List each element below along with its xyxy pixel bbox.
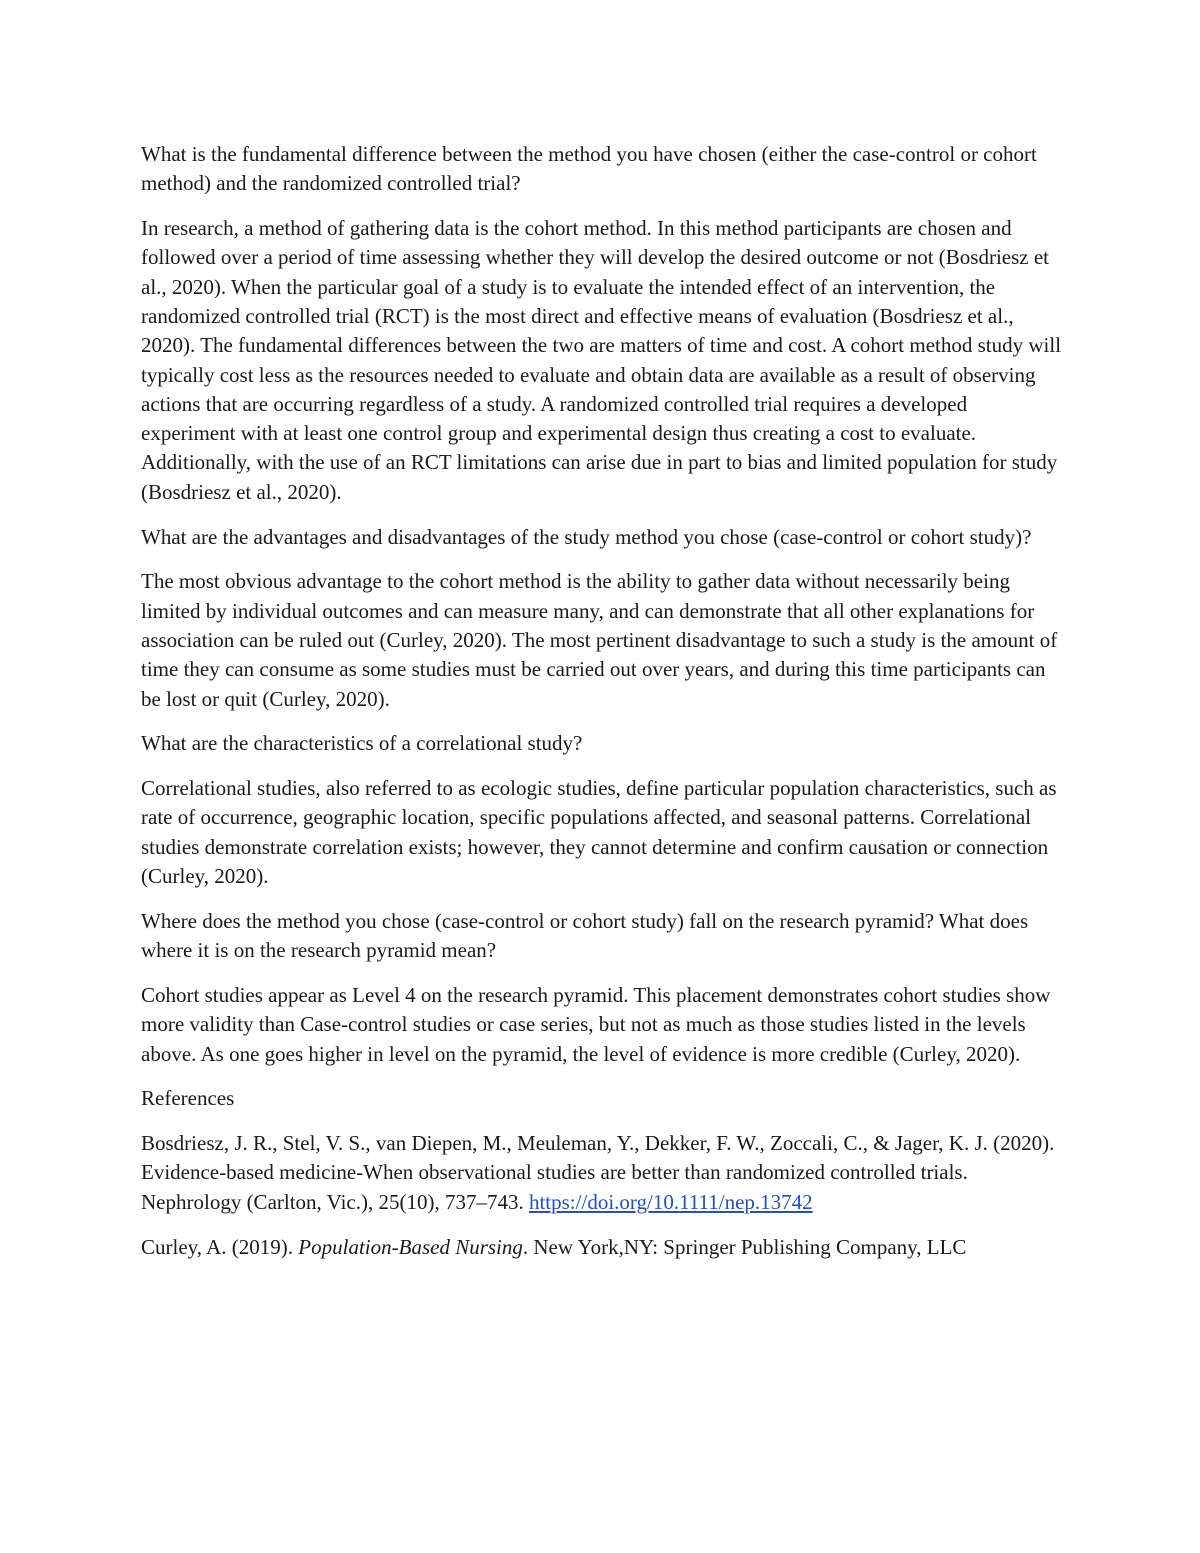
reference-curley <box>141 1233 1063 1262</box>
reference-curley-suffix: . New York,NY: Springer Publishing Company, LLC <box>522 1234 967 1259</box>
question-1: What is the fundamental difference between the method you have chosen (either the case-control or cohort method) and the randomized controlled trial? <box>141 142 1037 196</box>
reference-bosdriesz <box>141 1129 1063 1217</box>
references-heading: References <box>141 1086 235 1111</box>
answer-1: In research, a method of gathering data is the cohort method. In this method participants are chosen and followed over a period of time assessing whether they will develop the desired outcome or not (Bosdriesz et al., 2020). When the particular goal of a study is to evaluate the intended effect of an intervention, the randomized controlled trial (RCT) is the most direct and effective means of evaluation (Bosdriesz et al., 2020). The fundamental differences between the two are matters of time and cost. A cohort method study will typically cost less as the resources needed to evaluate and obtain data are available as a result of observing actions that are occurring regardless of a study. A randomized controlled trial requires a developed experiment with at least one control group and experimental design thus creating a cost to evaluate. Additionally, with the use of an RCT limitations can arise due in part to bias and limited population for study (Bosdriesz et al., 2020). <box>141 216 1062 504</box>
question-3: What are the characteristics of a correlational study? <box>141 731 583 756</box>
reference-curley-prefix: Curley, A. (2019). <box>141 1234 299 1259</box>
question-2: What are the advantages and disadvantages of the study method you chose (case-control or cohort study)? <box>141 524 1032 549</box>
doi-link[interactable]: https://doi.org/10.1111/nep.13742 <box>528 1189 813 1214</box>
answer-4: Cohort studies appear as Level 4 on the research pyramid. This placement demonstrates cohort studies show more validity than Case-control studies or case series, but not as much as those studies listed in the levels above. As one goes higher in level on the pyramid, the level of evidence is more credible (Curley, 2020). <box>141 982 1051 1066</box>
document-page <box>141 140 1063 1277</box>
answer-3: Correlational studies, also referred to as ecologic studies, define particular population characteristics, such as rate of occurrence, geographic location, specific populations affected, and seasonal patterns. Correlational studies demonstrate correlation exists; however, they cannot determine and confirm causation or connection (Curley, 2020). <box>141 776 1057 889</box>
answer-2: The most obvious advantage to the cohort method is the ability to gather data without necessarily being limited by individual outcomes and can measure many, and can demonstrate that all other explanations for association can be ruled out (Curley, 2020). The most pertinent disadvantage to such a study is the amount of time they can consume as some studies must be carried out over years, and during this time participants can be lost or quit (Curley, 2020). <box>141 569 1058 711</box>
reference-curley-title: Population-Based Nursing <box>298 1234 523 1259</box>
question-4: Where does the method you chose (case-control or cohort study) fall on the research pyramid? What does where it is on the research pyramid mean? <box>141 908 1029 963</box>
reference-bosdriesz-text: Bosdriesz, J. R., Stel, V. S., van Diepen, M., Meuleman, Y., Dekker, F. W., Zoccali, C., & Jager, K. J. (2020). Evidence-based medicine-When observational studies are better than randomized controlled trials. Nephrology (Carlton, Vic.), 25(10), 737–743. <box>141 1131 1055 1214</box>
